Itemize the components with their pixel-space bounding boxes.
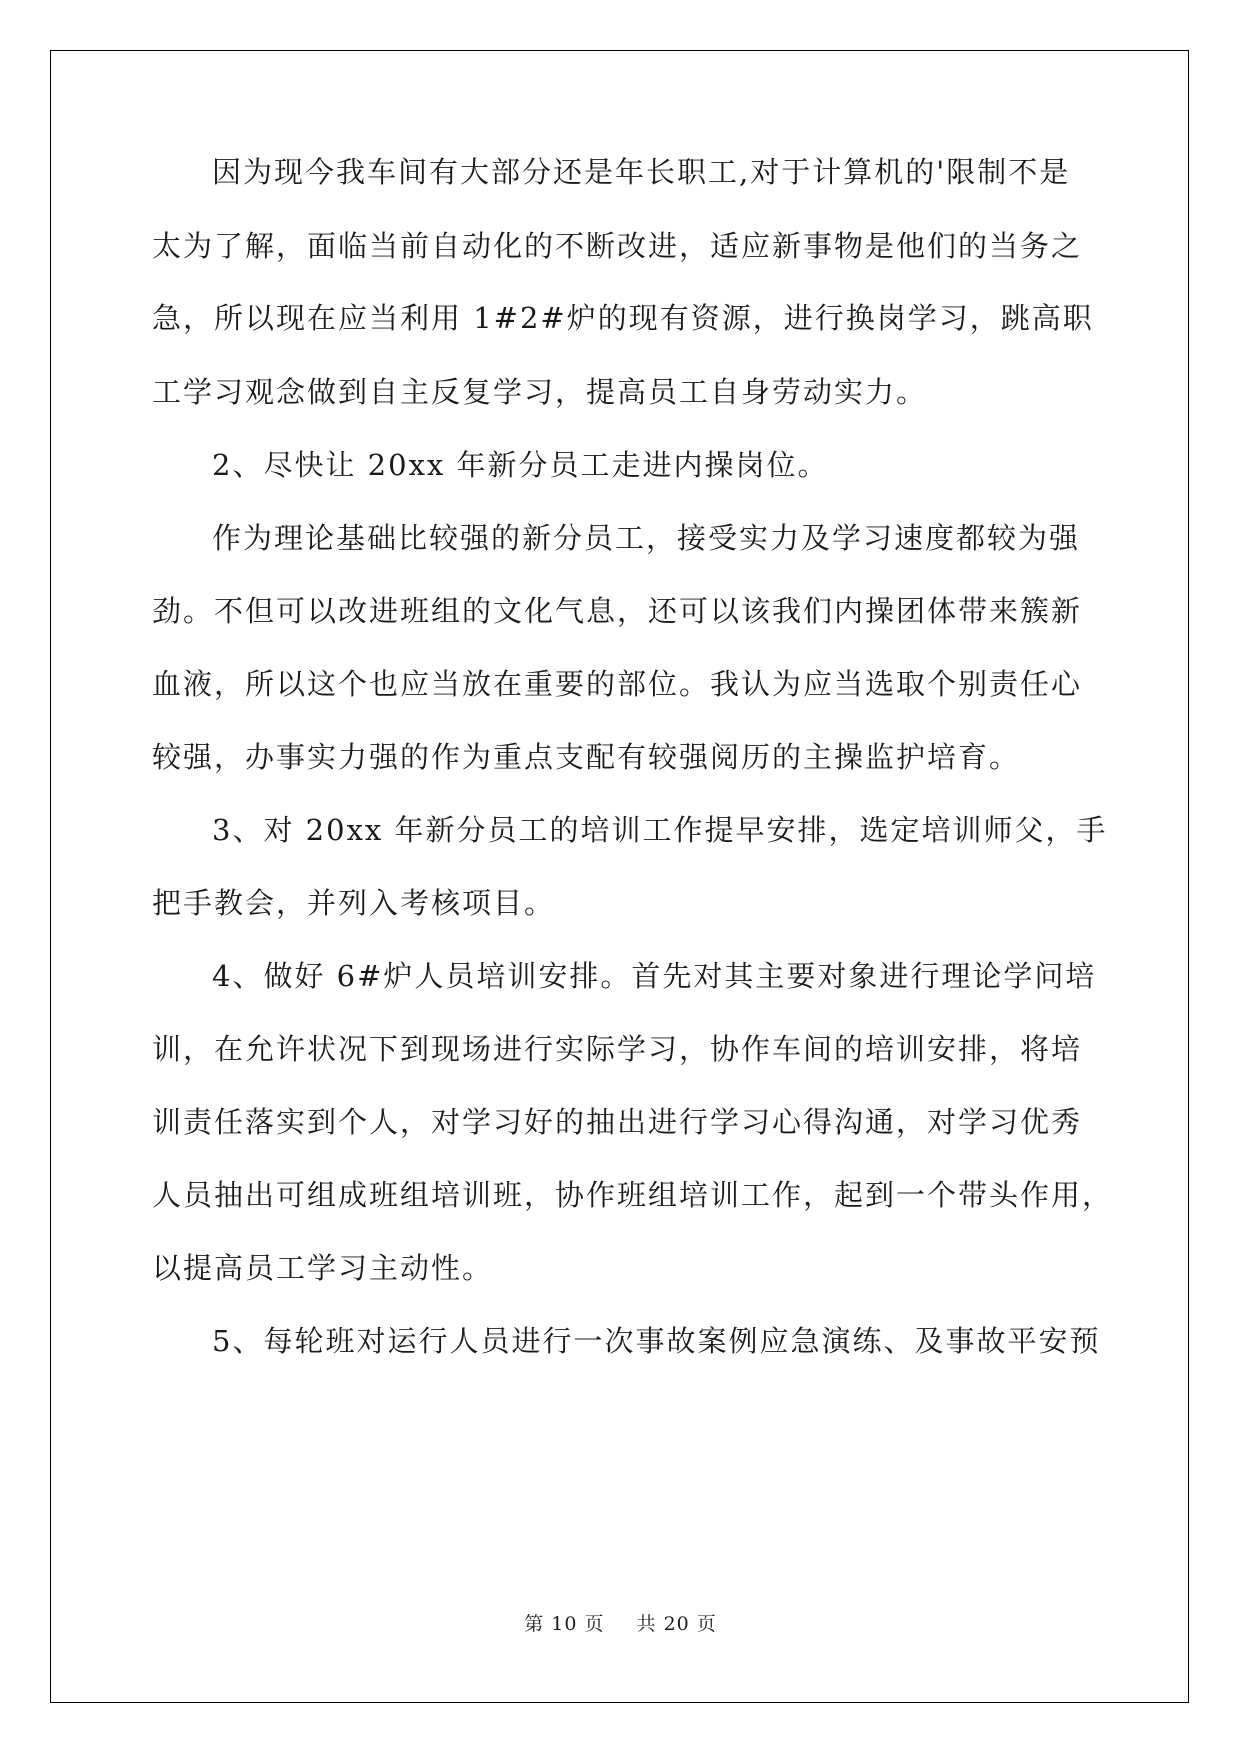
- text-line: 5、每轮班对运行人员进行一次事故案例应急演练、及事故平安预: [212, 1324, 1101, 1358]
- text-line: 血液，所以这个也应当放在重要的部位。我认为应当选取个别责任心: [152, 667, 1083, 701]
- text-line: 4、做好 6#炉人员培训安排。首先对其主要对象进行理论学问培: [212, 959, 1097, 993]
- text-line: 3、对 20xx 年新分员工的培训工作提早安排，选定培训师父，手: [212, 813, 1108, 847]
- text-line: 把手教会，并列入考核项目。: [152, 886, 556, 920]
- text-line: 训，在允许状况下到现场进行实际学习，协作车间的培训安排，将培: [152, 1032, 1083, 1066]
- text-line: 较强，办事实力强的作为重点支配有较强阅历的主操监护培育。: [152, 740, 1021, 774]
- page-footer: [0, 1612, 1241, 1636]
- text-line: 太为了解，面临当前自动化的不断改进，适应新事物是他们的当务之: [152, 229, 1083, 263]
- text-line: 劲。不但可以改进班组的文化气息，还可以该我们内操团体带来簇新: [152, 594, 1083, 628]
- text-line: 因为现今我车间有大部分还是年长职工,对于计算机的'限制不是: [212, 155, 1071, 189]
- text-line: 人员抽出可组成班组培训班，协作班组培训工作，起到一个带头作用，: [152, 1178, 1114, 1212]
- text-line: 训责任落实到个人，对学习好的抽出进行学习心得沟通，对学习优秀: [152, 1105, 1083, 1139]
- text-line: 以提高员工学习主动性。: [152, 1251, 494, 1285]
- page-total: 共 20 页: [636, 1613, 717, 1635]
- page-number: 第 10 页: [524, 1613, 605, 1635]
- text-line: 2、尽快让 20xx 年新分员工走进内操岗位。: [212, 448, 829, 482]
- text-line: 作为理论基础比较强的新分员工，接受实力及学习速度都较为强: [212, 521, 1081, 555]
- text-line: 急，所以现在应当利用 1#2#炉的现有资源，进行换岗学习，跳高职: [152, 301, 1094, 335]
- text-line: 工学习观念做到自主反复学习，提高员工自身劳动实力。: [152, 375, 928, 409]
